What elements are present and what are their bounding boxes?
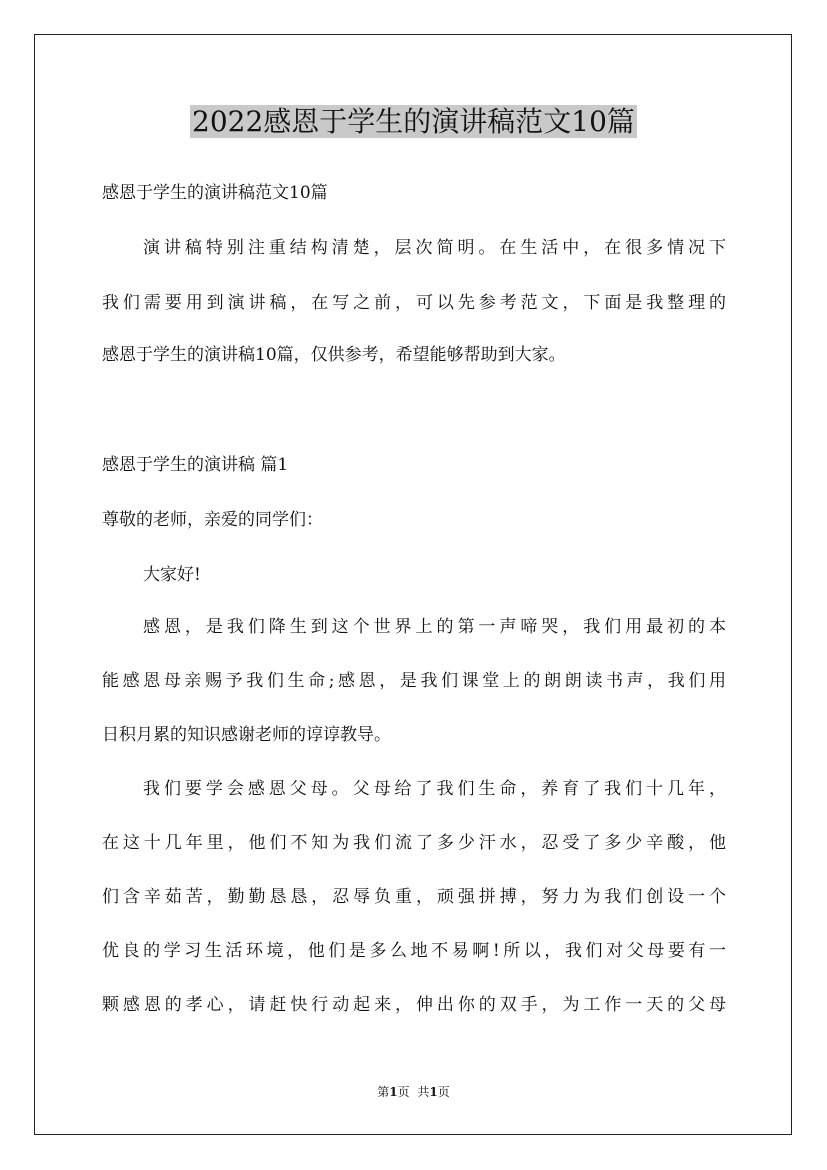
paragraph2-line-5: 颗感恩的孝心，请赶快行动起来，伸出你的双手，为工作一天的父母	[102, 995, 726, 1015]
paragraph2-line-2: 在这十几年里，他们不知为我们流了多少汗水，忍受了多少辛酸，他	[102, 833, 726, 853]
paragraph2-line-4: 优良的学习生活环境，他们是多么地不易啊!所以，我们对父母要有一	[102, 941, 726, 961]
section-heading: 感恩于学生的演讲稿 篇1	[102, 455, 289, 475]
paragraph1-line-1: 感恩，是我们降生到这个世界上的第一声啼哭，我们用最初的本	[143, 617, 726, 637]
paragraph2-line-3: 们含辛茹苦，勤勤恳恳，忍辱负重，顽强拼搏，努力为我们创设一个	[102, 887, 726, 907]
footer-page-number: 1	[389, 1085, 398, 1099]
salutation: 尊敬的老师，亲爱的同学们：	[102, 510, 323, 530]
footer-page-suffix: 页	[397, 1085, 410, 1099]
subtitle: 感恩于学生的演讲稿范文10篇	[102, 183, 328, 203]
intro-line-1: 演讲稿特别注重结构清楚，层次简明。在生活中，在很多情况下	[143, 238, 726, 258]
page-footer	[0, 1084, 827, 1100]
greeting: 大家好!	[143, 565, 201, 585]
intro-line-2: 我们需要用到演讲稿，在写之前，可以先参考范文，下面是我整理的	[102, 293, 726, 313]
footer-total-prefix: 共	[417, 1085, 430, 1099]
intro-line-3: 感恩于学生的演讲稿10篇，仅供参考，希望能够帮助到大家。	[102, 345, 566, 365]
paragraph2-line-1: 我们要学会感恩父母。父母给了我们生命，养育了我们十几年，	[143, 779, 726, 799]
paragraph1-line-2: 能感恩母亲赐予我们生命;感恩，是我们课堂上的朗朗读书声，我们用	[102, 671, 726, 691]
footer-total-pages: 1	[429, 1085, 438, 1099]
footer-prefix: 第	[377, 1085, 390, 1099]
paragraph1-line-3: 日积月累的知识感谢老师的谆谆教导。	[102, 725, 391, 745]
document-title-text: 2022感恩于学生的演讲稿范文10篇	[192, 105, 635, 138]
document-title	[0, 100, 827, 144]
footer-total-suffix: 页	[437, 1085, 450, 1099]
